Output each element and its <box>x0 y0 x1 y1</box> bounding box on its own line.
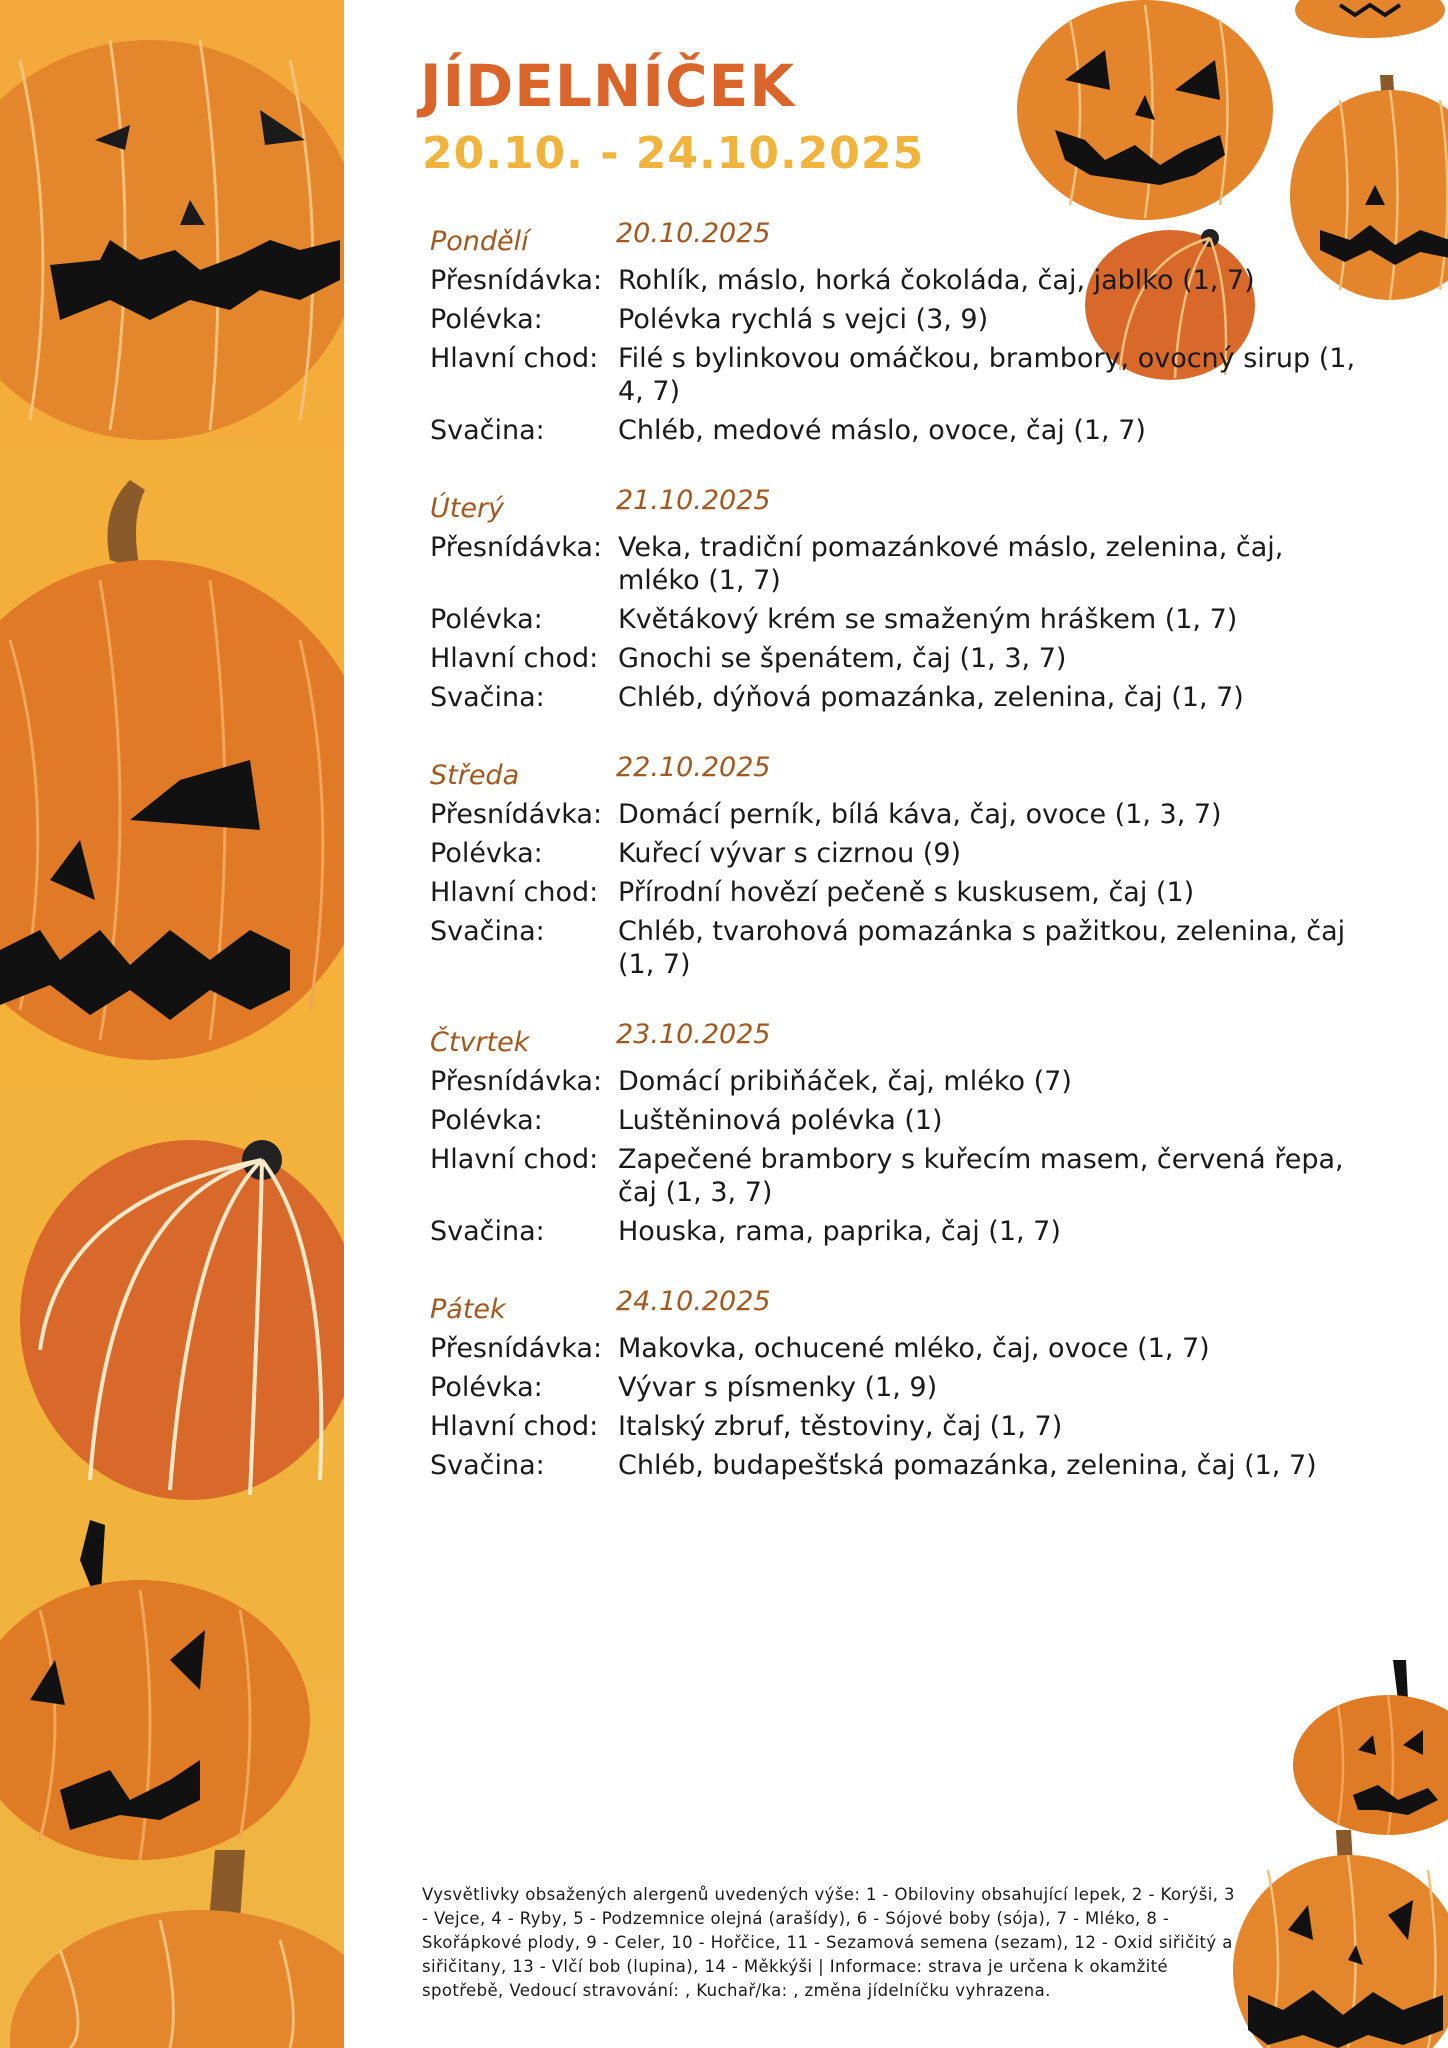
meal-row-breakfast <box>430 1065 1370 1098</box>
meal-label: Polévka: <box>430 838 543 869</box>
meal-row-snack <box>430 414 1370 447</box>
day-name: Pondělí <box>430 226 529 257</box>
meal-label: Svačina: <box>430 1216 545 1247</box>
page-title: JÍDELNÍČEK <box>420 52 796 120</box>
meal-label: Polévka: <box>430 1372 543 1403</box>
jack-o-lantern-icon <box>1295 0 1445 38</box>
meal-text: Chléb, tvarohová pomazánka s pažitkou, zelenina, čaj (1, 7) <box>618 916 1346 980</box>
jack-o-lantern-icon <box>0 480 344 1060</box>
meal-label: Hlavní chod: <box>430 1144 599 1175</box>
meal-text: Polévka rychlá s vejci (3, 9) <box>618 304 989 335</box>
meal-label: Přesnídávka: <box>430 532 603 563</box>
day-header <box>430 1286 1370 1326</box>
meal-text: Chléb, budapešťská pomazánka, zelenina, čaj (1, 7) <box>618 1450 1317 1481</box>
meal-text: Zapečené brambory s kuřecím masem, červená řepa, čaj (1, 3, 7) <box>618 1144 1344 1208</box>
day-section-friday <box>430 1286 1370 1482</box>
meal-row-breakfast <box>430 531 1370 597</box>
day-section-tuesday <box>430 485 1370 714</box>
jack-o-lantern-icon <box>1233 1830 1448 2048</box>
day-date: 21.10.2025 <box>616 485 771 516</box>
day-date: 24.10.2025 <box>616 1286 771 1317</box>
meal-label: Hlavní chod: <box>430 643 599 674</box>
meal-row-breakfast <box>430 798 1370 831</box>
meal-row-snack <box>430 681 1370 714</box>
pumpkin-cluster-bottom-right <box>1228 1650 1448 2048</box>
pumpkin-icon <box>20 1140 344 1500</box>
meal-row-soup <box>430 837 1370 870</box>
meal-text: Vývar s písmenky (1, 9) <box>618 1372 938 1403</box>
day-header <box>430 218 1370 258</box>
day-header <box>430 485 1370 525</box>
meal-text: Domácí pribiňáček, čaj, mléko (7) <box>618 1066 1072 1097</box>
day-name: Čtvrtek <box>430 1027 530 1058</box>
pumpkin-sidebar <box>0 0 344 2048</box>
meal-label: Polévka: <box>430 1105 543 1136</box>
day-header <box>430 752 1370 792</box>
allergen-footnote: Vysvětlivky obsažených alergenů uvedených výše: 1 - Obiloviny obsahující lepek, 2 - Korýši, 3 - Vejce, 4 - Ryby, 5 - Podzemnice olejná (arašídy), 6 - Sójové boby (sója), 7 - Mléko, 8 - Skořápkové plody, 9 - Celer, 10 - Hořčice, 11 - Sezamová semena (sezam), 12 - Oxid siřičitý a siřičitany, 13 - Vlčí bob (lupina), 14 - Měkkýši | Informace: strava je určena k okamžité spotřebě, Vedoucí stravování: , Kuchař/ka: , změna jídelníčku vyhrazena. <box>422 1884 1235 2000</box>
jack-o-lantern-icon <box>0 1520 310 1860</box>
meal-label: Přesnídávka: <box>430 265 603 296</box>
pumpkin-sidebar-art <box>0 0 344 2048</box>
meal-row-main <box>430 342 1370 408</box>
meal-row-main <box>430 876 1370 909</box>
date-range: 20.10. - 24.10.2025 <box>422 128 925 179</box>
meal-text: Gnochi se špenátem, čaj (1, 3, 7) <box>618 643 1067 674</box>
day-section-thursday <box>430 1019 1370 1248</box>
day-date: 22.10.2025 <box>616 752 771 783</box>
meal-row-main <box>430 1410 1370 1443</box>
jack-o-lantern-icon <box>0 40 344 440</box>
meal-label: Polévka: <box>430 304 543 335</box>
meal-text: Květákový krém se smaženým hráškem (1, 7) <box>618 604 1238 635</box>
meal-label: Hlavní chod: <box>430 1411 599 1442</box>
day-name: Úterý <box>430 493 505 524</box>
day-section-monday <box>430 218 1370 447</box>
meal-row-snack <box>430 915 1370 981</box>
meal-text: Houska, rama, paprika, čaj (1, 7) <box>618 1216 1061 1247</box>
meal-text: Veka, tradiční pomazánkové máslo, zelenina, čaj, mléko (1, 7) <box>618 532 1284 596</box>
meal-text: Domácí perník, bílá káva, čaj, ovoce (1, 3, 7) <box>618 799 1222 830</box>
meal-label: Hlavní chod: <box>430 877 599 908</box>
pumpkin-icon <box>10 1850 344 2048</box>
meal-label: Hlavní chod: <box>430 343 599 374</box>
meal-text: Makovka, ochucené mléko, čaj, ovoce (1, 7) <box>618 1333 1210 1364</box>
meal-row-snack <box>430 1215 1370 1248</box>
day-section-wednesday <box>430 752 1370 981</box>
menu-days <box>430 218 1370 1520</box>
meal-label: Svačina: <box>430 916 545 947</box>
meal-row-soup <box>430 603 1370 636</box>
meal-text: Přírodní hovězí pečeně s kuskusem, čaj (1) <box>618 877 1195 908</box>
day-header <box>430 1019 1370 1059</box>
day-name: Pátek <box>430 1294 506 1325</box>
meal-label: Přesnídávka: <box>430 1066 603 1097</box>
meal-row-breakfast <box>430 1332 1370 1365</box>
meal-text: Rohlík, máslo, horká čokoláda, čaj, jablko (1, 7) <box>618 265 1255 296</box>
meal-label: Svačina: <box>430 1450 545 1481</box>
meal-row-soup <box>430 303 1370 336</box>
meal-text: Chléb, medové máslo, ovoce, čaj (1, 7) <box>618 415 1146 446</box>
meal-text: Kuřecí vývar s cizrnou (9) <box>618 838 962 869</box>
meal-row-main <box>430 1143 1370 1209</box>
meal-text: Italský zbruf, těstoviny, čaj (1, 7) <box>618 1411 1063 1442</box>
meal-text: Filé s bylinkovou omáčkou, brambory, ovocný sirup (1, 4, 7) <box>618 343 1356 407</box>
day-date: 23.10.2025 <box>616 1019 771 1050</box>
meal-label: Svačina: <box>430 415 545 446</box>
meal-label: Svačina: <box>430 682 545 713</box>
meal-label: Polévka: <box>430 604 543 635</box>
meal-label: Přesnídávka: <box>430 799 603 830</box>
meal-row-snack <box>430 1449 1370 1482</box>
meal-text: Chléb, dýňová pomazánka, zelenina, čaj (1, 7) <box>618 682 1244 713</box>
meal-row-breakfast <box>430 264 1370 297</box>
meal-label: Přesnídávka: <box>430 1333 603 1364</box>
day-date: 20.10.2025 <box>616 218 771 249</box>
meal-text: Luštěninová polévka (1) <box>618 1105 943 1136</box>
jack-o-lantern-icon <box>1017 0 1273 220</box>
jack-o-lantern-icon <box>1293 1660 1448 1835</box>
day-name: Středa <box>430 760 520 791</box>
meal-row-soup <box>430 1371 1370 1404</box>
meal-row-main <box>430 642 1370 675</box>
meal-row-soup <box>430 1104 1370 1137</box>
